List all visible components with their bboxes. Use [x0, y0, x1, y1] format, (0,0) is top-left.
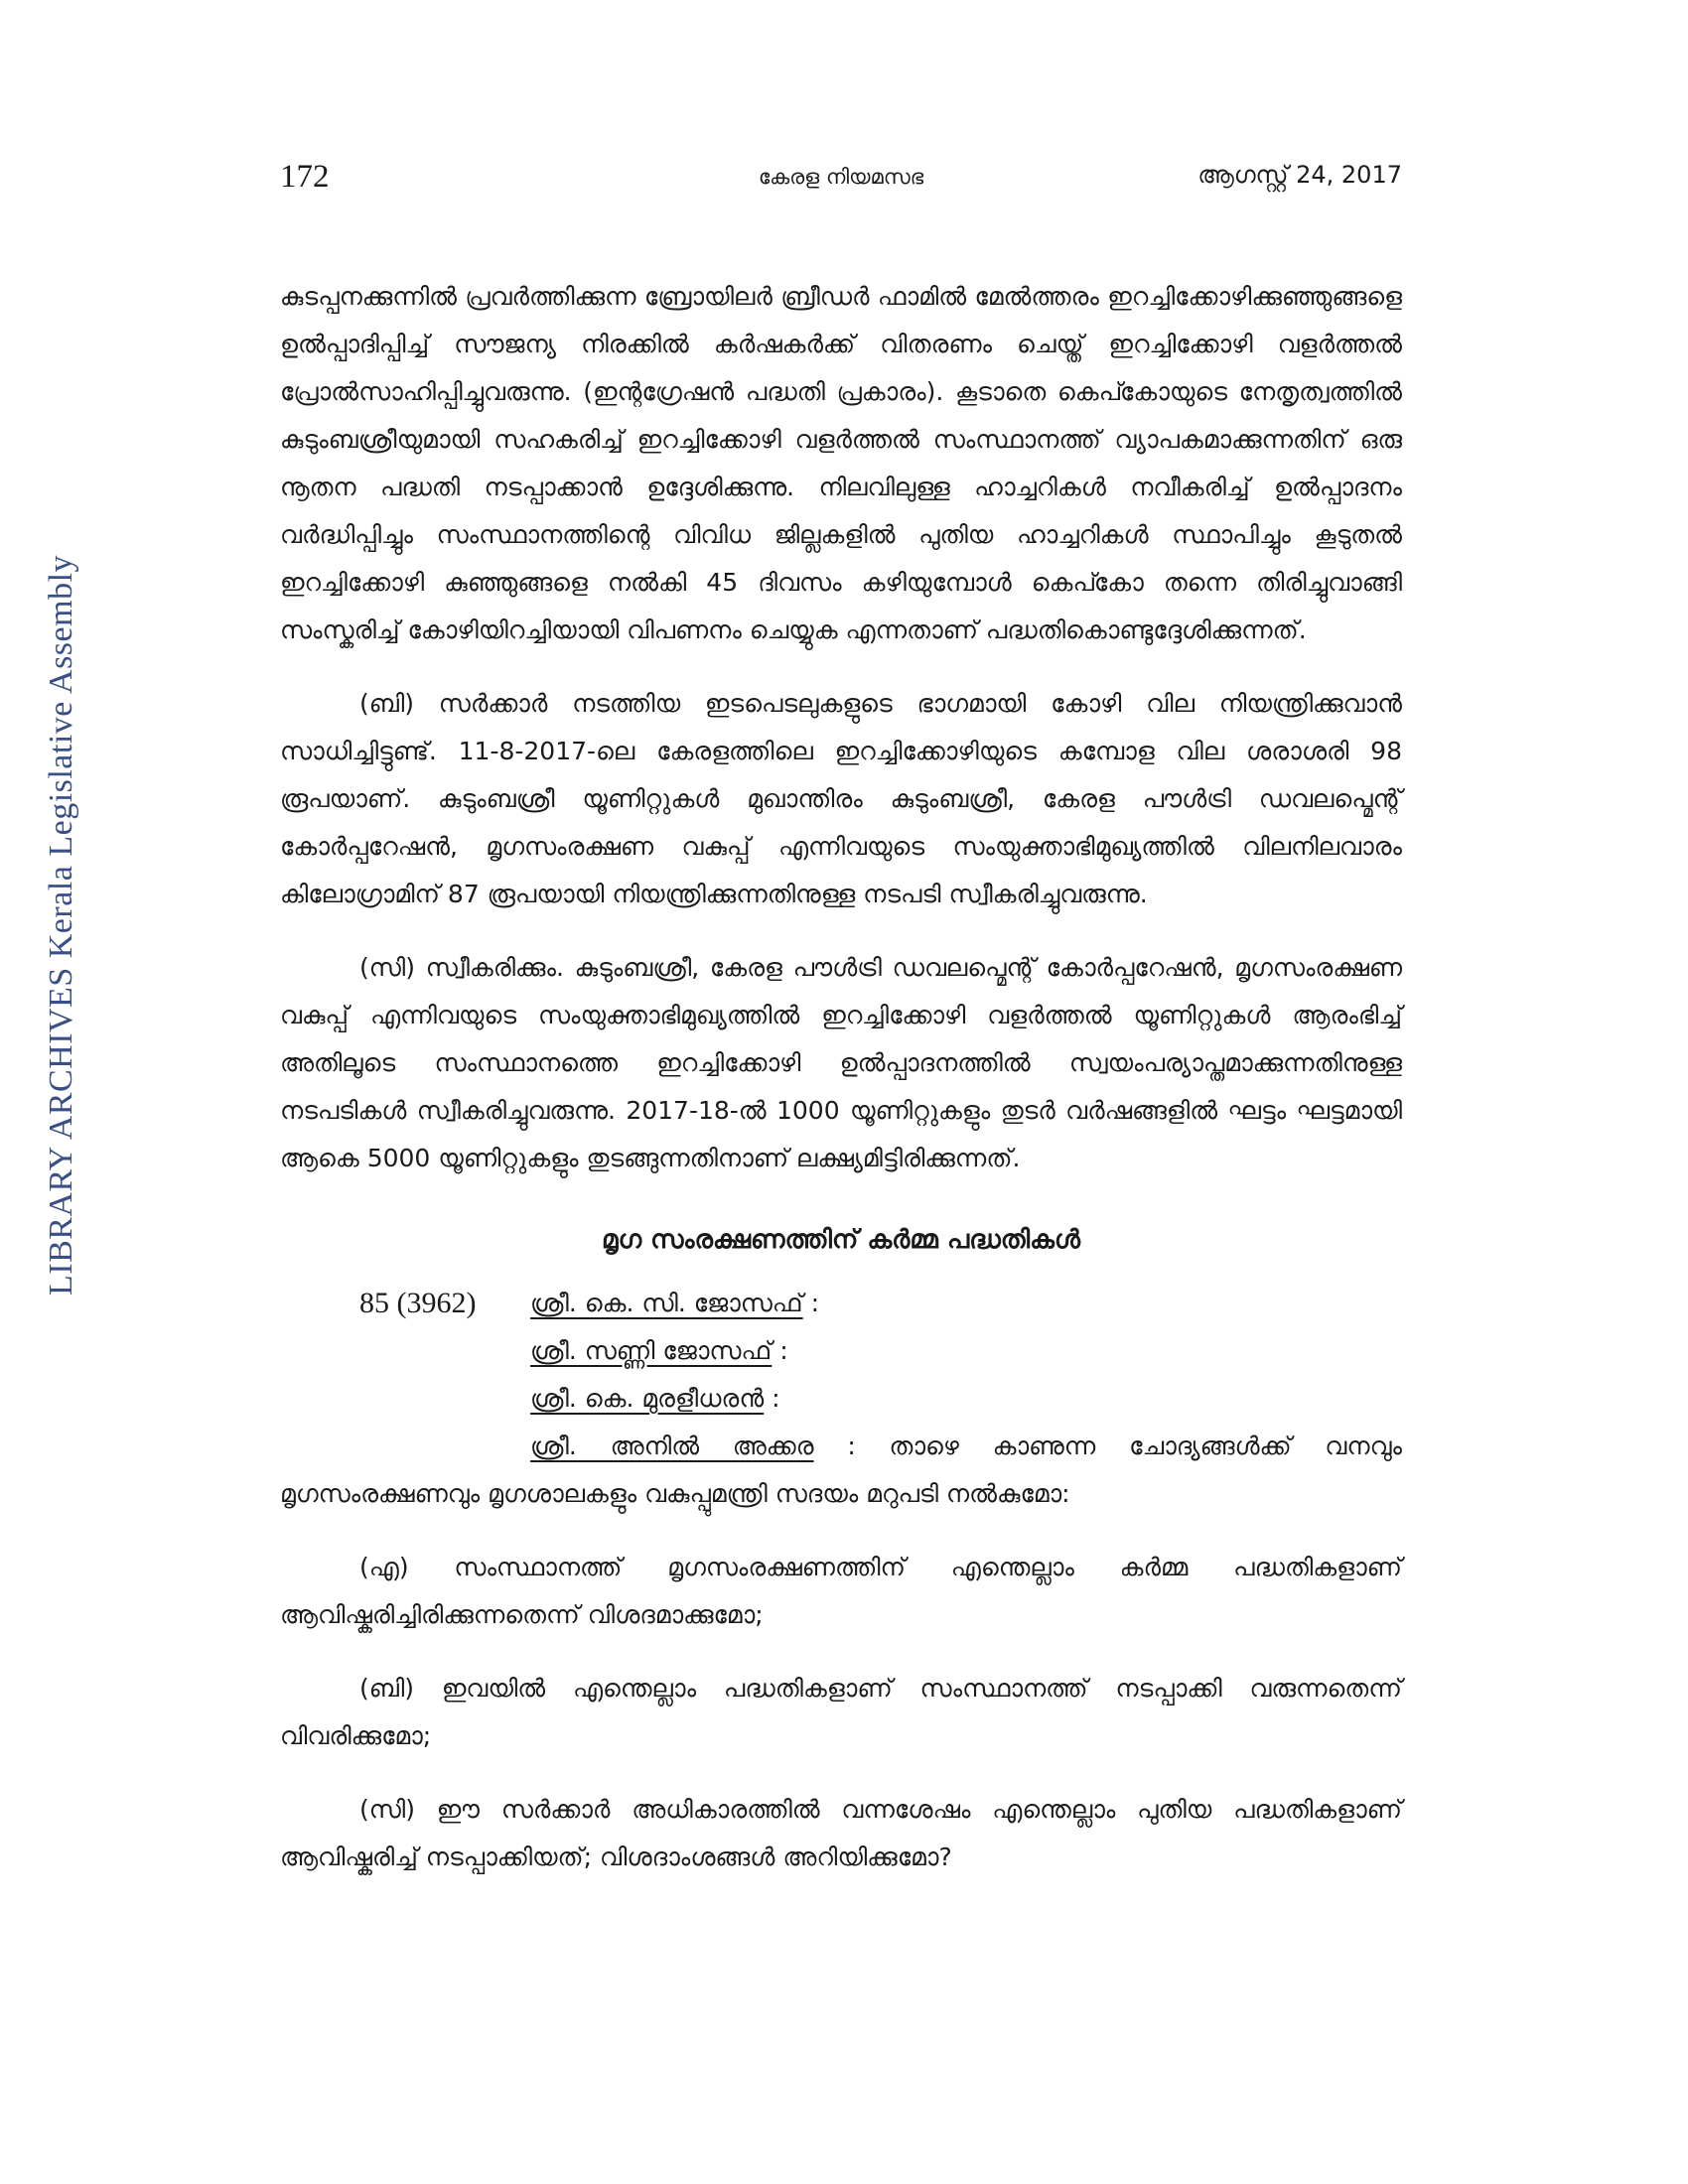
section-heading: മൃഗ സംരക്ഷണത്തിന് കർമ്മ പദ്ധതികൾ [601, 1225, 1081, 1255]
page-number: 172 [280, 159, 330, 195]
archive-watermark: LIBRARY ARCHIVES Kerala Legislative Assembly [43, 554, 79, 1296]
page-body [280, 273, 1402, 1881]
member-separator: : [802, 1289, 820, 1317]
question-a: (എ) സംസ്ഥാനത്ത് മൃഗസംരക്ഷണത്തിന് എന്തെല്ലാം കർമ്മ പദ്ധതികളാണ് ആവിഷ്കരിച്ചിരിക്കുന്നതെന്ന് വിശദമാക്കുമോ; [280, 1553, 1402, 1629]
member-name: ശ്രീ. കെ. സി. ജോസഫ് [530, 1289, 803, 1317]
request-text: : താഴെ കാണുന്ന ചോദ്യങ്ങൾക്ക് വനവും മൃഗസംരക്ഷണവും മൃഗശാലകളും വകുപ്പുമന്ത്രി സദയം മറുപടി നൽകുമോ: [280, 1432, 1402, 1508]
member-name: ശ്രീ. അനിൽ അക്കര [530, 1432, 814, 1460]
member-separator: : [764, 1384, 780, 1413]
question-request [280, 1423, 1402, 1518]
answer-c: (സി) സ്വീകരിക്കും. കുടുംബശ്രീ, കേരള പൗൾട്രി ഡവലപ്മെന്റ് കോർപ്പറേഷൻ, മൃഗസംരക്ഷണ വകുപ്പ് എന്നിവയുടെ സംയുക്താഭിമുഖ്യത്തിൽ ഇറച്ചിക്കോഴി വളർത്തൽ യൂണിറ്റുകൾ ആരംഭിച്ച് അതിലൂടെ സംസ്ഥാനത്തെ ഇറച്ചിക്കോഴി ഉൽപ്പാദനത്തിൽ സ്വയംപര്യാപ്തമാക്കുന്നതിനുള്ള നടപടികൾ സ്വീകരിച്ചുവരുന്നു. 2017-18-ൽ 1000 യൂണിറ്റുകളും തുടർ വർഷങ്ങളിൽ ഘട്ടം ഘട്ടമായി ആകെ 5000 യൂണിറ്റുകളും തുടങ്ങുന്നതിനാണ് ലക്ഷ്യമിട്ടിരിക്കുന്നത്. [280, 953, 1402, 1172]
paragraph-continued: കുടപ്പനക്കുന്നിൽ പ്രവർത്തിക്കുന്ന ബ്രോയിലർ ബ്രീഡർ ഫാമിൽ മേൽത്തരം ഇറച്ചിക്കോഴിക്കുഞ്ഞുങ്ങളെ ഉൽപ്പാദിപ്പിച്ച് സൗജന്യ നിരക്കിൽ കർഷകർക്ക് വിതരണം ചെയ്ത് ഇറച്ചിക്കോഴി വളർത്തൽ പ്രോൽസാഹിപ്പിച്ചുവരുന്നു. (ഇന്റഗ്രേഷൻ പദ്ധതി പ്രകാരം). കൂടാതെ കെപ്കോയുടെ നേതൃത്വത്തിൽ കുടുംബശ്രീയുമായി സഹകരിച്ച് ഇറച്ചിക്കോഴി വളർത്തൽ സംസ്ഥാനത്ത് വ്യാപകമാക്കുന്നതിന് ഒരു നൂതന പദ്ധതി നടപ്പാക്കാൻ ഉദ്ദേശിക്കുന്നു. നിലവിലുള്ള ഹാച്ചറികൾ നവീകരിച്ച് ഉൽപ്പാദനം വർദ്ധിപ്പിച്ചും സംസ്ഥാനത്തിന്റെ വിവിധ ജില്ലകളിൽ പുതിയ ഹാച്ചറികൾ സ്ഥാപിച്ചും കൂടുതൽ ഇറച്ചിക്കോഴി കുഞ്ഞുങ്ങളെ നൽകി 45 ദിവസം കഴിയുമ്പോൾ കെപ്കോ തന്നെ തിരിച്ചുവാങ്ങി സംസ്കരിച്ച് കോഴിയിറച്ചിയായി വിപണനം ചെയ്യുക എന്നതാണ് പദ്ധതികൊണ്ടുദ്ദേശിക്കുന്നത്. [280, 282, 1402, 644]
running-title: കേരള നിയമസഭ [758, 165, 924, 189]
member-name: ശ്രീ. കെ. മുരളീധരൻ [530, 1384, 765, 1413]
page-header [280, 159, 1402, 203]
member-line [280, 1375, 1402, 1423]
answer-b: (ബി) സർക്കാർ നടത്തിയ ഇടപെടലുകളുടെ ഭാഗമായി കോഴി വില നിയന്ത്രിക്കുവാൻ സാധിച്ചിട്ടുണ്ട്. 11-8-2017-ലെ കേരളത്തിലെ ഇറച്ചിക്കോഴിയുടെ കമ്പോള വില ശരാശരി 98 രൂപയാണ്. കുടുംബശ്രീ യൂണിറ്റുകൾ മുഖാന്തിരം കുടുംബശ്രീ, കേരള പൗൾട്രി ഡവലപ്മെന്റ് കോർപ്പറേഷൻ, മൃഗസംരക്ഷണ വകുപ്പ് എന്നിവയുടെ സംയുക്താഭിമുഖ്യത്തിൽ വിലനിലവാരം കിലോഗ്രാമിന് 87 രൂപയായി നിയന്ത്രിക്കുന്നതിനുള്ള നടപടി സ്വീകരിച്ചുവരുന്നു. [280, 689, 1402, 908]
member-name: ശ്രീ. സണ്ണി ജോസഫ് [530, 1336, 773, 1365]
question-c: (സി) ഈ സർക്കാർ അധികാരത്തിൽ വന്നശേഷം എന്തെല്ലാം പുതിയ പദ്ധതികളാണ് ആവിഷ്കരിച്ച് നടപ്പാക്കിയത്; വിശദാംശങ്ങൾ അറിയിക്കുമോ? [280, 1795, 1402, 1871]
question-number: 85 (3962) [359, 1287, 477, 1319]
question-b: (ബി) ഇവയിൽ എന്തെല്ലാം പദ്ധതികളാണ് സംസ്ഥാനത്ത് നടപ്പാക്കി വരുന്നതെന്ന് വിവരിക്കുമോ; [280, 1674, 1402, 1750]
member-line [280, 1327, 1402, 1375]
member-separator: : [772, 1336, 788, 1365]
header-date: ആഗസ്റ്റ് 24, 2017 [1197, 161, 1402, 189]
question-block [280, 1280, 1402, 1423]
